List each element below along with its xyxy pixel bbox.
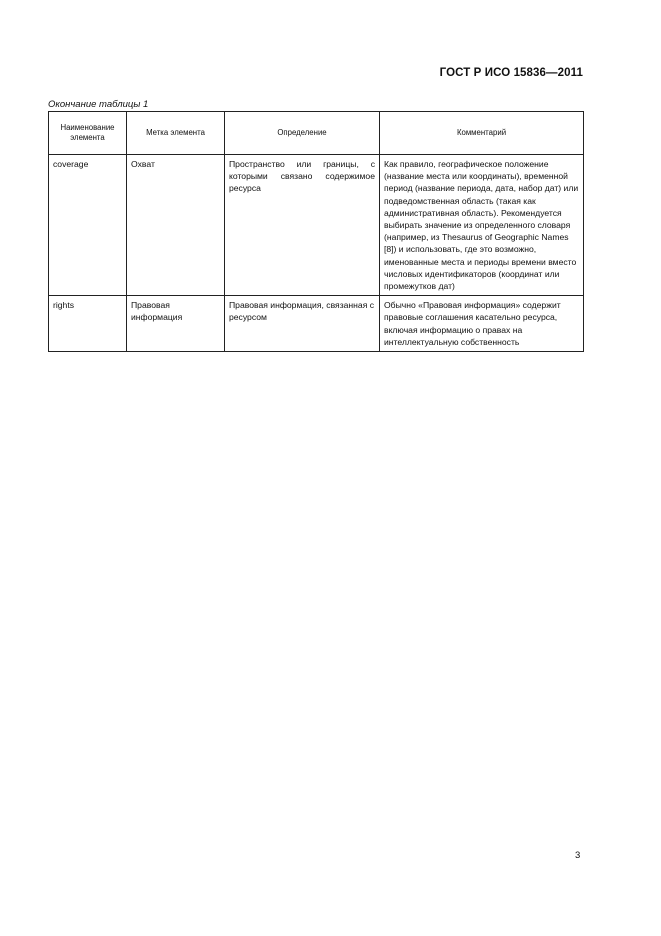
- table-row-rights: [49, 296, 584, 352]
- cell-element-name: rights: [49, 296, 127, 352]
- standard-designation: ГОСТ Р ИСО 15836—2011: [439, 67, 583, 79]
- column-header-label: Метка элемента: [127, 112, 225, 155]
- page-number: 3: [575, 850, 581, 861]
- column-header-name: Наименование элемента: [49, 112, 127, 155]
- cell-definition: Пространство или границы, с которыми связано содержимое ресурса: [225, 155, 380, 296]
- cell-element-name: coverage: [49, 155, 127, 296]
- cell-comment: Обычно «Правовая информация» содержит правовые соглашения касательно ресурса, включая информацию о правах на интеллектуальную собственность: [380, 296, 584, 352]
- table-row-coverage: [49, 155, 584, 296]
- cell-element-label: Правовая информация: [127, 296, 225, 352]
- cell-comment: Как правило, географическое положение (название места или координаты), временной период (название периода, дата, набор дат) или подведомственная область (такая как административная область). Рекомендуется выбирать значение из определенного словаря (например, из Thesaurus of Geographic Names [8]) и использовать, где это возможно, именованные места и периоды времени вместо числовых идентификаторов (координат или промежутков дат): [380, 155, 584, 296]
- cell-element-label: Охват: [127, 155, 225, 296]
- cell-definition: Правовая информация, связанная с ресурсом: [225, 296, 380, 352]
- column-header-comment: Комментарий: [380, 112, 584, 155]
- elements-table: [48, 111, 584, 352]
- table-caption: Окончание таблицы 1: [48, 99, 149, 110]
- column-header-definition: Определение: [225, 112, 380, 155]
- table-header-row: [49, 112, 584, 155]
